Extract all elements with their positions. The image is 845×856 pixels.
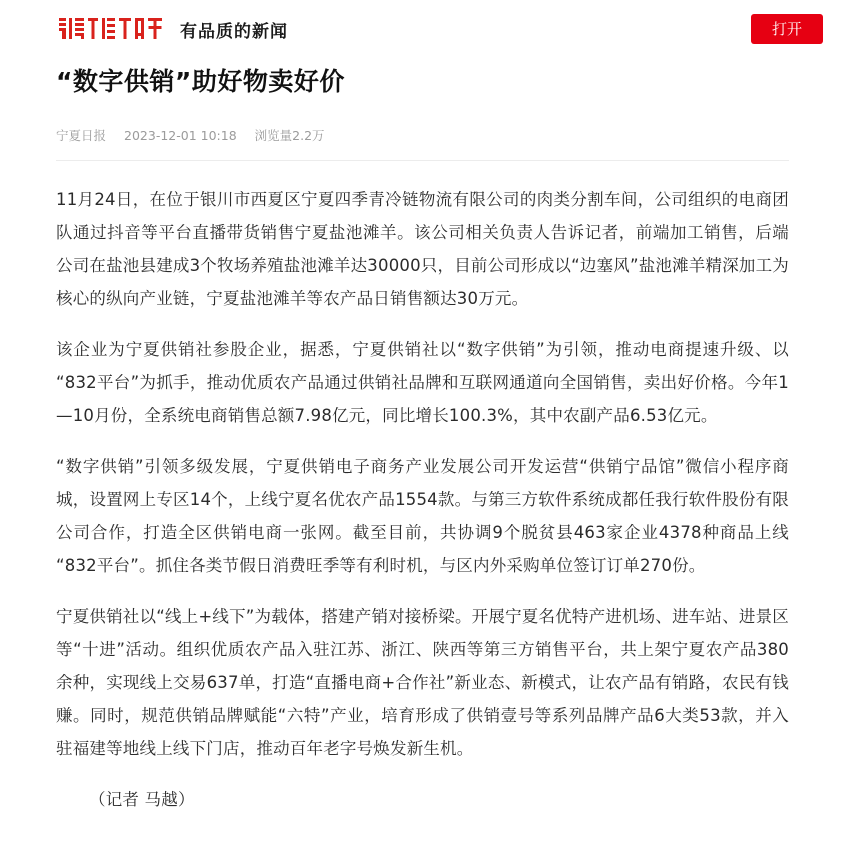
brand-slogan: 有品质的新闻 <box>180 21 288 42</box>
article-views: 浏览量2.2万 <box>254 128 325 144</box>
peoples-daily-logo-icon <box>56 16 166 42</box>
brand[interactable] <box>56 16 288 42</box>
article-datetime: 2023-12-01 10:18 <box>124 127 237 143</box>
article-signature: （记者 马越） <box>89 790 195 810</box>
article-meta <box>56 126 789 144</box>
article-source: 宁夏日报 <box>56 128 107 144</box>
article-paragraph: 该企业为宁夏供销社参股企业，据悉，宁夏供销社以“数字供销”为引领，推动电商提速升级、以“832平台”为抓手，推动优质农产品通过供销社品牌和互联网通道向全国销售，卖出好价格。今年1—10月份，全系统电商销售总额7.98亿元，同比增长100.3%，其中农副产品6.53亿元。 <box>56 340 789 426</box>
open-app-button[interactable]: 打开 <box>751 14 823 44</box>
meta-divider <box>56 160 789 161</box>
article-paragraph: “数字供销”引领多级发展，宁夏供销电子商务产业发展公司开发运营“供销宁品馆”微信小程序商城，设置网上专区14个，上线宁夏名优农产品1554款。与第三方软件系统成都任我行软件股份有限公司合作，打造全区供销电商一张网。截至目前，共协调9个脱贫县463家企业4378种商品上线“832平台”。抓住各类节假日消费旺季等有利时机，与区内外采购单位签订订单270份。 <box>56 457 789 576</box>
article-paragraph: 宁夏供销社以“线上+线下”为载体，搭建产销对接桥梁。开展宁夏名优特产进机场、进车站、进景区等“十进”活动。组织优质农产品入驻江苏、浙江、陕西等第三方销售平台，共上架宁夏农产品380余种，实现线上交易637单，打造“直播电商+合作社”新业态、新模式，让农产品有销路，农民有钱赚。同时，规范供销品牌赋能“六特”产业，培育形成了供销壹号等系列品牌产品6大类53款，并入驻福建等地线上线下门店，推动百年老字号焕发新生机。 <box>56 607 789 759</box>
article-container <box>0 64 845 856</box>
article-paragraph: 11月24日，在位于银川市西夏区宁夏四季青冷链物流有限公司的肉类分割车间，公司组织的电商团队通过抖音等平台直播带货销售宁夏盐池滩羊。该公司相关负责人告诉记者，前端加工销售，后端公司在盐池县建成3个牧场养殖盐池滩羊达30000只，目前公司形成以“边塞风”盐池滩羊精深加工为核心的纵向产业链，宁夏盐池滩羊等农产品日销售额达30万元。 <box>56 190 789 309</box>
article-body <box>56 183 789 816</box>
page-title: “数字供销”助好物卖好价 <box>56 67 345 96</box>
top-bar <box>0 0 845 56</box>
